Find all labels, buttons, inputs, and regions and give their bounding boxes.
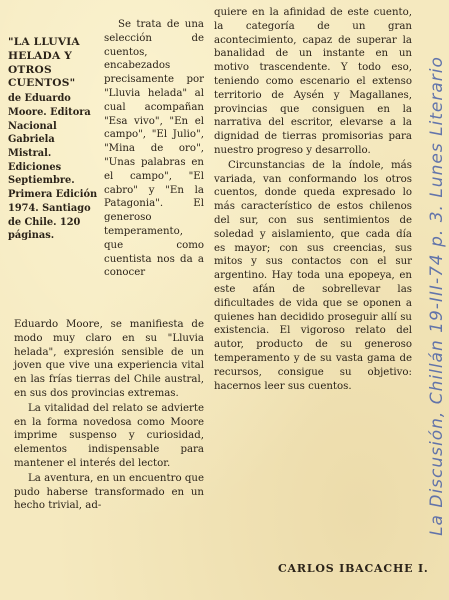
review-paragraph: La aventura, en un encuentro que pudo haberse transformado en un hecho trivial, ad- [14,472,204,512]
bibliographic-info: de Eduardo Moore. Editora Nacional Gabriela Mistral. Ediciones Septiembre. Primera Edición 1974. Santiago de Chile. 120 páginas. [8,93,98,242]
book-title: "LA LLUVIA HELADA Y OTROS CUENTOS" [8,36,80,90]
handwritten-annotation: La Discusión, Chillán 19-III-74 p. 3. Lunes Literario [427,56,447,536]
review-paragraph: quiere en la afinidad de este cuento, la categoría de un gran acontecimiento, capaz de superar la banalidad de un instante en un motivo trascendente. Y todo eso, teniendo como escenario el extenso territorio de Aysén y Magallanes, provincias que consiguen en la narrativa del escritor, elevarse a la dignidad de tierras promisorias para nuestro progreso y desarrollo. [214,7,412,156]
review-column-b [14,318,204,513]
review-paragraph: La vitalidad del relato se advierte en la forma novedosa como Moore imprime suspenso y curiosidad, elementos indispensable para mantener el interés del lector. [14,402,204,469]
review-paragraph: Se trata de una selección de cuentos, encabezados precisamente por "Lluvia helada" al cual acompañan "Esa vivo", "En el campo", "El Julio", "Mina de oro", "Unas palabras en el campo", "El cabro" y "En la Patagonia". El generoso temperamento, que como cuentista nos da a conocer [104,19,204,279]
review-column-c [214,6,412,393]
author-signature: CARLOS IBACACHE I. [278,562,429,575]
book-info-column [8,36,98,243]
review-paragraph: Circunstancias de la índole, más variada, van conformando los otros cuentos, donde queda expresado lo más característico de estos chilenos del sur, con sus sentimientos de soledad y aislamiento, que cada día es mayor; con sus creencias, sus mitos y sus contactos con el sur argentino. Hay toda una epopeya, en este afán de sobrellevar las dificultades de vida que se oponen a quienes han decidido proseguir allí su existencia. El vigoroso relato del autor, producto de su generoso temperamento y de su vasta gama de recursos, consigue su objetivo: hacernos leer sus cuentos. [214,159,412,392]
review-column-b-top [104,18,204,280]
review-paragraph: Eduardo Moore, se manifiesta de modo muy claro en su "Lluvia helada", expresión sensible de un joven que vive una experiencia vital en las frías tierras del Chile austral, en sus dos provincias extremas. [14,319,204,399]
